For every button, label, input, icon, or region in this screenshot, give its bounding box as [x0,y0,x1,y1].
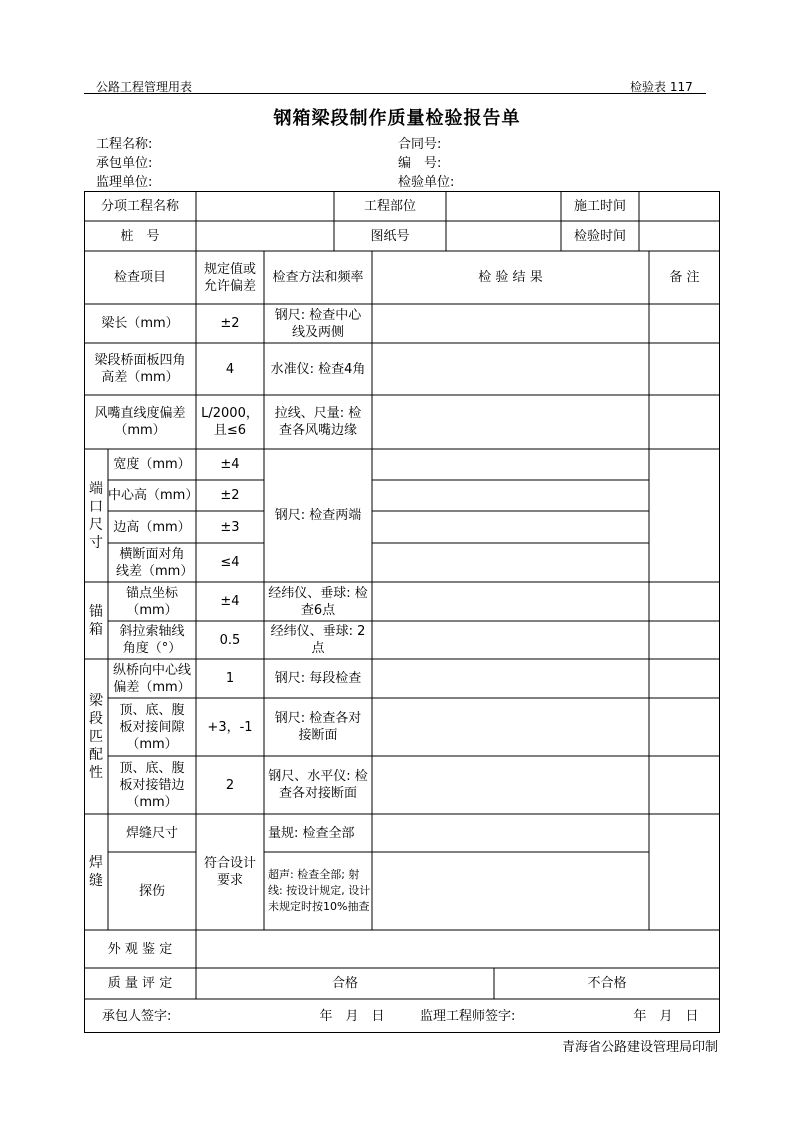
col-header-spec: 规定值或允许偏差 [204,261,257,294]
col-header-item: 检查项目 [113,270,166,285]
spec-joint-misalignment: 2 [225,777,235,793]
method-joint-gap: 钢尺: 检查各对接断面 [274,711,362,743]
item-beam-length: 梁长（mm） [101,316,179,331]
info-inspection-unit: 检验单位: [398,175,455,190]
quality-fail: 不合格 [587,976,627,991]
group-label-anchor-box: 锚箱 [89,603,103,638]
inspection-table [84,191,720,1033]
item-centerline-deviation: 纵桥向中心线偏差（mm） [112,662,191,695]
spec-beam-length: ±2 [220,316,240,331]
item-flaw-detection: 探伤 [138,883,165,899]
spec-welds: 符合设计要求 [203,856,256,888]
spec-width: ±4 [220,457,240,472]
method-cable-angle: 经纬仪、垂球: 2点 [270,624,366,656]
method-centerline-deviation: 钢尺: 每段检查 [274,671,362,686]
spec-anchor-coords: ±4 [220,594,240,609]
label-construction-time: 施工时间 [573,198,626,214]
spec-edge-height: ±3 [220,519,240,535]
method-beam-length: 钢尺: 检查中心线及两侧 [274,307,362,340]
col-header-method: 检查方法和频率 [272,270,364,285]
item-edge-height: 边高（mm） [113,519,191,535]
item-anchor-coords: 锚点坐标（mm） [125,585,178,618]
label-quality-rating: 质 量 评 定 [107,976,173,991]
spec-centerline-deviation: 1 [225,671,235,686]
item-fairing-straightness: 风嘴直线度偏差（mm） [94,406,186,438]
header-right: 检验表 117 [630,80,693,94]
method-flaw-detection: 超声: 检查全部; 射线: 按设计规定, 设计未规定时按10%抽查 [268,868,371,913]
item-joint-gap: 顶、底、腹板对接间隙（mm） [119,702,185,752]
label-station: 桩 号 [120,228,160,244]
spec-deck-height-diff: 4 [225,361,235,377]
info-left [96,136,152,193]
info-project-name: 工程名称: [96,137,153,152]
label-contractor-signature: 承包人签字: [102,1008,172,1024]
item-center-height: 中心高（mm） [108,488,199,503]
info-contract-no: 合同号: [398,137,442,152]
spec-cable-angle: 0.5 [219,632,241,648]
info-right [398,136,454,193]
group-label-welds: 焊缝 [89,855,103,889]
col-header-result: 检 验 结 果 [478,270,543,285]
label-drawing-no: 图纸号 [370,228,410,244]
header-divider [84,93,706,94]
item-joint-misalignment: 顶、底、腹板对接错边（mm） [119,760,185,810]
group-label-end-dimensions: 端口尺寸 [89,480,103,551]
page-title: 钢箱梁段制作质量检验报告单 [273,108,521,129]
item-deck-height-diff: 梁段桥面板四角高差（mm） [94,353,186,385]
contractor-sign-date: 年 月 日 [319,1008,385,1024]
item-width: 宽度（mm） [113,457,191,472]
item-cable-angle: 斜拉索轴线角度（°） [119,624,185,656]
label-sub-project: 分项工程名称 [100,198,179,214]
item-weld-size: 焊缝尺寸 [125,825,178,841]
quality-pass: 合格 [331,976,358,991]
col-header-remark: 备 注 [669,270,700,285]
info-supervisor: 监理单位: [96,175,153,190]
header-left: 公路工程管理用表 [96,80,193,94]
method-weld-size: 量规: 检查全部 [268,825,355,841]
method-fairing-straightness: 拉线、尺量: 检查各风嘴边缘 [274,406,362,438]
footer-printer: 青海省公路建设管理局印制 [561,1040,718,1055]
spec-joint-gap: +3，-1 [207,719,253,735]
group-label-segment-matching: 梁段匹配性 [89,692,103,781]
method-joint-misalignment: 钢尺、水平仪: 检查各对接断面 [268,769,368,801]
method-anchor-coords: 经纬仪、垂球: 检查6点 [268,585,368,618]
method-end-dimensions: 钢尺: 检查两端 [274,508,362,523]
method-deck-height-diff: 水准仪: 检查4角 [270,361,366,377]
spec-diagonal-diff: ≤4 [220,555,240,570]
label-supervisor-signature: 监理工程师签字: [420,1008,516,1024]
item-diagonal-diff: 横断面对角线差（mm） [116,546,194,579]
info-serial-no: 编 号: [398,156,442,171]
label-appearance: 外 观 鉴 定 [107,941,173,957]
label-inspection-time: 检验时间 [573,228,626,244]
label-project-location: 工程部位 [363,198,416,214]
info-contractor: 承包单位: [96,156,153,171]
spec-center-height: ±2 [220,488,240,503]
supervisor-sign-date: 年 月 日 [633,1008,699,1024]
spec-fairing-straightness: L/2000，且≤6 [201,406,259,438]
